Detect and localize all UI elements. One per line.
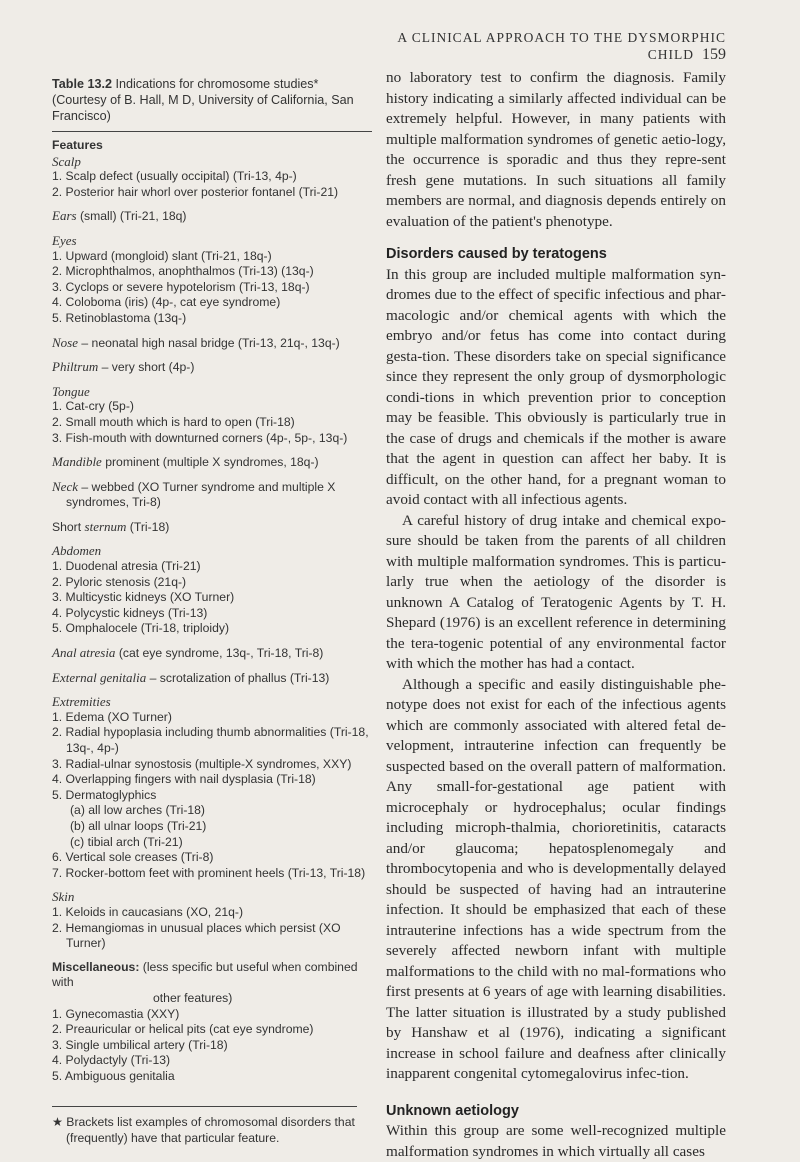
list-item: 5. Dermatoglyphics (52, 787, 157, 802)
section-abdomen (52, 543, 372, 637)
table-footnote: ★ Brackets list examples of chromosomal disorders that (frequently) have that particular feature. (52, 1115, 355, 1146)
section-ears (52, 208, 372, 225)
list-item: 3. Fish-mouth with downturned corners (4p-, 5p-, 13q-) (52, 430, 348, 445)
miscellaneous-heading (52, 960, 372, 991)
list-item: 1. Gynecomastia (XXY) (52, 1006, 180, 1021)
section-title: Mandible (52, 454, 102, 470)
section-mandible (52, 454, 372, 471)
section-title: External genitalia (52, 669, 147, 685)
list-item: 5. Ambiguous genitalia (52, 1068, 175, 1083)
list-item: 4. Overlapping fingers with nail dysplasia (Tri-18) (52, 772, 316, 787)
table-caption (52, 76, 372, 124)
sub-item: (c) tibial arch (Tri-21) (70, 834, 183, 849)
section-sternum (52, 519, 372, 536)
list-item: 7. Rocker-bottom feet with prominent heels (Tri-13, Tri-18) (52, 865, 366, 880)
list-item: 2. Small mouth which is hard to open (Tri-18) (52, 414, 295, 429)
paragraph: Within this group are some well-recognized multiple malformation syndromes in which virtually all cases (386, 1122, 726, 1160)
list-item: 4. Coloboma (iris) (4p-, cat eye syndrome) (52, 295, 281, 310)
section-text: prominent (multiple X syndromes, 18q-) (101, 455, 319, 470)
table-caption-text: Indications for chromosome studies* (Courtesy of B. Hall, M D, University of California, San Francisco) (52, 77, 354, 123)
table-label: Table 13.2 (52, 77, 112, 91)
list-item: 3. Single umbilical artery (Tri-18) (52, 1037, 228, 1052)
section-title: Philtrum (52, 359, 99, 375)
list-item: 2. Preauricular or helical pits (cat eye syndrome) (52, 1022, 314, 1037)
section-title: Ears (52, 208, 77, 224)
section-text: – neonatal high nasal bridge (Tri-13, 21q-, 13q-) (78, 335, 340, 350)
list-item: 1. Keloids in caucasians (XO, 21q-) (52, 904, 244, 919)
section-heading: Unknown aetiology (386, 1102, 519, 1119)
miscellaneous-desc-cont: other features) (153, 990, 233, 1005)
section-text: (Tri-18) (126, 519, 170, 534)
section-scalp (52, 154, 372, 201)
section-neck (52, 479, 372, 511)
list-item: 5. Retinoblastoma (13q-) (52, 310, 187, 325)
section-prefix: Short (52, 519, 85, 534)
table-column (52, 76, 372, 1147)
section-title: Anal atresia (52, 645, 116, 661)
list-item: 1. Duodenal atresia (Tri-21) (52, 559, 201, 574)
section-nose (52, 335, 372, 352)
running-head (386, 30, 726, 64)
list-item: 2. Hemangiomas in unusual places which persist (XO Turner) (52, 920, 341, 951)
section-heading: Disorders caused by teratogens (386, 246, 607, 262)
list-item: 3. Radial-ulnar synostosis (multiple-X syndromes, XXY) (52, 756, 352, 771)
list-item: 1. Edema (XO Turner) (52, 709, 172, 724)
list-item: 5. Omphalocele (Tri-18, triploidy) (52, 621, 230, 636)
section-title: sternum (84, 518, 127, 534)
miscellaneous-title: Miscellaneous: (52, 959, 140, 974)
section-title: Abdomen (52, 543, 102, 559)
miscellaneous-desc: (less specific but useful when combined with (52, 959, 358, 990)
section-text: – webbed (XO Turner syndrome and multiple X syndromes, Tri-8) (66, 479, 336, 510)
page-number: 159 (702, 46, 726, 63)
list-item: 6. Vertical sole creases (Tri-8) (52, 850, 214, 865)
list-item: 1. Cat-cry (5p-) (52, 399, 134, 414)
section-title: Extremities (52, 694, 111, 710)
section-eyes (52, 233, 372, 327)
list-item: 4. Polycystic kidneys (Tri-13) (52, 605, 208, 620)
list-item: 2. Pyloric stenosis (21q-) (52, 574, 187, 589)
section-title: Neck (52, 478, 78, 494)
section-tongue (52, 384, 372, 446)
section-text: (small) (Tri-21, 18q) (76, 209, 187, 224)
list-item: 1. Scalp defect (usually occipital) (Tri-13, 4p-) (52, 169, 297, 184)
list-item: 3. Cyclops or severe hypotelorism (Tri-13, 18q-) (52, 279, 310, 294)
list-item: 4. Polydactyly (Tri-13) (52, 1053, 171, 1068)
paragraph: In this group are included multiple malformation syn-dromes due to the effect of specific infectious and phar-macologic and/or chemical agents with which the embryo and/or fetus has come into contact during gesta-tion. These disorders take on special significance since they represent the only group of dysmorphologic condi-tions in which prevention prior to conception may be feasible. This obviously is particularly true in the case of drugs and chemicals if the mother is aware that the agent in question can affect her baby. It is difficult, on the other hand, for a pregnant woman to avoid contact with all infectious agents. (386, 265, 726, 508)
list-item: 2. Radial hypoplasia including thumb abnormalities (Tri-18, 13q-, 4p-) (52, 725, 369, 755)
section-anal-atresia (52, 645, 372, 662)
section-text: – very short (4p-) (98, 360, 195, 375)
section-title: Scalp (52, 153, 81, 169)
sub-item: (b) all ulnar loops (Tri-21) (70, 818, 207, 833)
section-extremities (52, 694, 372, 881)
section-title: Nose (52, 334, 78, 350)
features-heading: Features (52, 138, 103, 152)
section-title: Eyes (52, 232, 77, 248)
section-text: – scrotalization of phallus (Tri-13) (146, 670, 330, 685)
list-item: 2. Microphthalmos, anophthalmos (Tri-13) (13q-) (52, 264, 314, 279)
running-title: A CLINICAL APPROACH TO THE DYSMORPHIC CHILD (397, 30, 726, 62)
paragraph: no laboratory test to confirm the diagnosis. Family history indicating a similarly affected individual can be extremely helpful. However, in many patients with multiple malformation syndromes of genetic aetio-logy, the occurrence is sporadic and thus they repre-sent fresh gene mutations. In such situations all family members are normal, and diagnosis depends entirely on evaluation of the patient's phenotype. (386, 69, 726, 230)
table-top-rule (52, 131, 372, 132)
section-skin (52, 889, 372, 951)
paragraph: Although a specific and easily distinguishable phe-notype does not exist for each of the infectious agents which are commonly associated with altered fetal de-velopment, intrauterine infection can frequently be suspected based on the overall pattern of malformation. Any small-for-gestational age patient with microcephaly or hydrocephalus; ocular findings including microph-thalmia, chorioretinitis, cataracts and/or glaucoma; hepatosplenomegaly and thrombocytopenia and who is developmentally delayed should be suspected of having had an intrauterine infection. It should be emphasized that each of these intrauterine infections has a wide spectrum from the severely affected newborn infant with multiple malformations to the child with no mal-formations who first presents at 6 years of age with learning disabilities. The latter situation is illustrated by a study published by Hanshaw et al (1976), indicating a significant increase in school failure and deafness after clinically inapparent congenital cytomegalovirus infec-tion. (386, 675, 726, 1082)
section-philtrum (52, 359, 372, 376)
section-text: (cat eye syndrome, 13q-, Tri-18, Tri-8) (115, 646, 324, 661)
body-text-column (386, 68, 726, 1162)
sub-item: (a) all low arches (Tri-18) (70, 803, 205, 818)
section-title: Tongue (52, 383, 90, 399)
list-item: 2. Posterior hair whorl over posterior fontanel (Tri-21) (52, 184, 339, 199)
list-item: 3. Multicystic kidneys (XO Turner) (52, 590, 235, 605)
section-title: Skin (52, 889, 75, 905)
section-genitalia (52, 670, 372, 687)
list-item: 1. Upward (mongloid) slant (Tri-21, 18q-) (52, 248, 272, 263)
paragraph: A careful history of drug intake and chemical expo-sure should be taken from the parents of all children with multiple malformation syndromes. This is particu-larly true when the aetiology of the disorder is unknown A Catalog of Teratogenic Agents by T. H. Shepard (1976) is an excellent reference in determining the tera-togenic potential of any environmental factor with which the mother has had a contact. (386, 511, 726, 672)
footnote-rule (52, 1106, 357, 1107)
